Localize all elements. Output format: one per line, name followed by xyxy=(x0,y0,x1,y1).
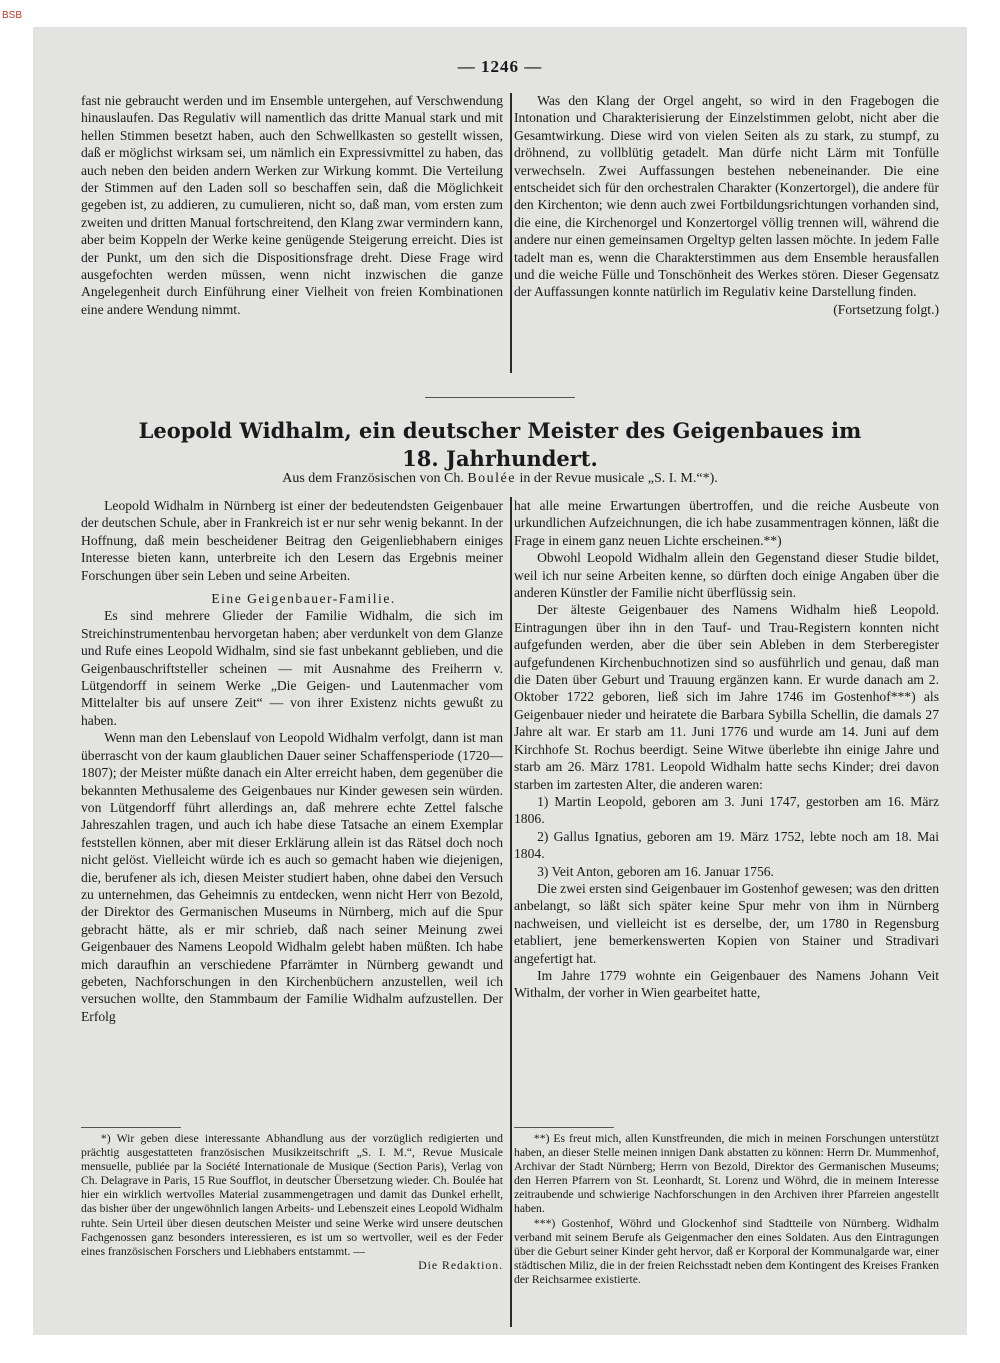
scanned-page xyxy=(33,27,967,1335)
right-paragraph-2: Obwohl Leopold Widhalm allein den Gegenstand dieser Studie bildet, weil ich nur seine Arbeiten kenne, so dürften doch einige Angaben über die anderen Künstler der Familie nicht überflüssig sein. xyxy=(514,550,939,601)
top-left-paragraph: fast nie gebraucht werden und im Ensemble untergehen, auf Verschwendung hinauslaufen. Das Regulativ will namentlich das dritte Manual stark und mit hellen Stimmen besetzt haben, auch den Schwellkasten so gestellt wissen, daß er möglichst wirksam sei, um nämlich ein Expressivmittel zu haben, das auch neben den beiden andern Werken zur Wirkung kommt. Die Verteilung der Stimmen auf den Laden soll so beschaffen sein, daß die Möglichkeit gegeben ist, zu addieren, zu cumulieren, nicht so, daß man, vom ersten zum zweiten und dritten Manual fortschreitend, den Klang zwar vermindern kann, aber beim Koppeln der Werke keine genügende Steigerung erreicht. Dies ist der Punkt, um den sich die Dispositionsfrage dreht. Diese Frage wird ausgefochten werden müssen, wenn nicht inzwischen die ganze Angelegenheit durch Einführung einer Vielheit von freien Kombinationen eine andere Wendung nimmt. xyxy=(81,93,503,317)
library-mark: BSB xyxy=(2,10,23,21)
left-paragraph-1: Leopold Widhalm in Nürnberg ist einer der bedeutendsten Geigenbauer der deutschen Schule, aber in Frankreich ist er nur sehr wenig bekannt. In der Hoffnung, daß mein bescheidener Beitrag den Geigenliebhabern einiges Interesse bieten kann, unterbreite ich den Lesern das Ergebnis meiner Forschungen über sein Leben und seine Arbeiten. xyxy=(81,498,503,583)
article-column-divider xyxy=(510,497,512,1327)
footnote-rule-right xyxy=(514,1127,614,1128)
article-title-line2: 18. Jahrhundert. xyxy=(402,446,598,471)
footnote-left xyxy=(81,1132,503,1332)
section-heading: Eine Geigenbauer-Familie. xyxy=(211,591,396,607)
article-right-column xyxy=(514,497,939,1117)
list-item-3: 3) Veit Anton, geboren am 16. Januar 1756. xyxy=(537,863,774,879)
right-paragraph-3: Der älteste Geigenbauer des Namens Widhalm hieß Leopold. Eintragungen über ihn in den Tauf- und Trau-Registern konnten nicht aufgefunden werden, aber die über sein Ableben in dem Sterberegister aufgefundenen Kirchenbuchnotizen sind so ausführlich und genau, daß man die Daten über Geburt und Trauung ergänzen kann. Er wurde danach am 2. Oktober 1722 geboren, ließ sich im Jahre 1746 im Gostenhof***) als Geigenbauer nieder und heiratete die Barbara Sybilla Schellin, die damals 27 Jahre alt war. Er starb am 11. Juni 1776 und wurde am 14. Juni auf dem Kirchhofe St. Rochus beerdigt. Seine Witwe überlebte ihn einige Jahre und starb am 26. März 1781. Leopold Widhalm hatte sechs Kinder; drei davon starben im zartesten Alter, die anderen waren: xyxy=(514,602,939,792)
right-paragraph-5: Im Jahre 1779 wohnte ein Geigenbauer des Namens Johann Veit Withalm, der vorher in Wien gearbeitet hatte, xyxy=(514,967,939,1001)
left-paragraph-2: Es sind mehrere Glieder der Familie Widhalm, die sich im Streichinstrumentenbau hervorgetan haben; aber verdunkelt von dem Glanze und Rufe eines Leopold Widhalm, sind sie fast unbekannt geblieben, und die Geigenbauschriftsteller scheinen — mit Ausnahme des Freiherrn v. Lütgendorff in seinem Werke „Die Geigen- und Lautenmacher vom Mittelalter bis auf unsere Zeit“ — von ihrer Existenz nichts gewußt zu haben. xyxy=(81,608,503,728)
subtitle-author: Boulée xyxy=(467,471,516,486)
top-right-paragraph: Was den Klang der Orgel angeht, so wird in den Fragebogen die Intonation und Charakterisierung der Einzelstimmen gelobt, nicht aber die Gesamtwirkung. Diese wird von vielen Seiten als zu stark, zu stumpf, zu dröhnend, zu vollblütig getadelt. Man dürfe nicht Lärm mit Tonfülle verwechseln. Zwei Auffassungen bestehen nebeneinander. Die eine entscheidet sich für den orchestralen Charakter (Konzertorgel), die andere für den Kirchenton; wie denn auch zwei Fortbildungsrichtungen vorhanden sind, die eine, die Kirchenorgel und Konzertorgel völlig trennen will, während die andere nur einen gemeinsamen Orgeltyp gelten lassen möchte. In jedem Falle tadelt man es, wenn die Charakterstimmen aus dem Ensemble herausfallen und die weiche Fülle und Tonschönheit des Werkes stören. Dieser Gegensatz der Auffassungen konnte natürlich im Regulativ keine Darstellung finden. xyxy=(514,93,939,300)
left-paragraph-3: Wenn man den Lebenslauf von Leopold Widhalm verfolgt, dann ist man überrascht von der kaum glaublichen Dauer seiner Schaffensperiode (1720—1807); der Meister müßte danach ein Alter erreicht haben, dem gegenüber die bekannten Methusaleme des Geigenbaues nur Kinder gewesen sein würden. von Lütgendorff führt allerdings an, daß mehrere echte Zettel falsche Jahreszahlen tragen, und auch ich habe diese Tatsache an einem Exemplar feststellen können, aber mit dieser Erklärung allein ist das Rätsel doch noch nicht gelöst. Vielleicht würde ich es auch so gemacht haben wie diejenigen, die, berufener als ich, diesen Meister studiert haben, ohne dabei den Versuch zu unternehmen, das Geheimnis zu entdecken, wenn nicht Herr von Bezold, der Direktor des Germanischen Museums in Nürnberg, mich auf die Spur gebracht hätte, als er mir schrieb, daß nach seiner Meinung zwei Geigenbauer des Namens Leopold Widhalm gelebt haben müßten. Ich habe mich daraufhin an verschiedene Pfarrämter in Nürnberg gewandt und gebeten, Nachforschungen in den Kirchenbüchern anzustellen, weil ich versuchen wollte, den Stammbaum der Familie Widhalm aufzustellen. Der Erfolg xyxy=(81,730,503,1024)
right-paragraph-1: hat alle meine Erwartungen übertroffen, und die reiche Ausbeute von urkundlichen Aufzeichnungen, die ich habe zusammentragen können, läßt die Frage in einem ganz neuen Lichte erscheinen.**) xyxy=(514,498,939,548)
footnote-a: *) Wir geben diese interessante Abhandlung aus der vorzüglich redigierten und prächtig ausgestatteten französischen Musikzeitschrift „S. I. M.“, Revue Musicale mensuelle, publiée par la Société Internationale de Musique (Section Paris), Verlag von Ch. Delagrave in Paris, 15 Rue Soufflot, in deutscher Übersetzung wieder. Ch. Boulée hat hier ein wirklich wertvolles Material zusammengetragen und damit das Dunkel erhellt, das bisher über der ungewöhnlich langen Arbeits- und Lebenszeit eines Leopold Widhalm ruhte. Sein Urteil über diesen deutschen Meister und seine Werke wird unsere deutschen Fachgenossen ganz besonders interessieren, es ist um so wertvoller, weil es der Feder eines französischen Forschers und Liebhabers entstammt. — xyxy=(81,1132,503,1258)
article-title xyxy=(93,417,907,473)
right-paragraph-4: Die zwei ersten sind Geigenbauer im Gostenhof gewesen; was den dritten anbelangt, so läßt sich später keine Spur mehr von ihm in Nürnberg nachweisen, und vielleicht ist es derselbe, der, um 1780 in Regensburg etabliert, jene bemerkenswerten Kopien von Stainer und Stradivari angefertigt hat. xyxy=(514,880,939,966)
list-item-2: 2) Gallus Ignatius, geboren am 19. März 1752, lebte noch am 18. Mai 1804. xyxy=(514,828,939,862)
subtitle-prefix: Aus dem Französischen von Ch. xyxy=(282,471,464,486)
top-left-column xyxy=(81,92,503,372)
top-right-column xyxy=(514,92,939,382)
article-left-column xyxy=(81,497,503,1117)
article-separator xyxy=(425,397,575,398)
footnote-rule-left xyxy=(81,1127,181,1128)
article-title-line1: Leopold Widhalm, ein deutscher Meister des Geigenbaues im xyxy=(138,418,862,443)
footnote-c: ***) Gostenhof, Wöhrd und Glockenhof sind Stadtteile von Nürnberg. Widhalm verband mit seinem Berufe als Geigenmacher den eines Soldaten. Aus den Eintragungen über die Geburt seiner Kinder geht hervor, daß er Korporal der Kommunalgarde war, einer städtischen Miliz, die in der freien Reichsstadt neben dem Kontingent des Kreises Franken der Reichsarmee existierte. xyxy=(514,1216,939,1286)
subtitle-suffix: in der Revue musicale „S. I. M.“*). xyxy=(519,471,718,486)
continued-note: (Fortsetzung folgt.) xyxy=(833,301,939,317)
list-item-1: 1) Martin Leopold, geboren am 3. Juni 1747, gestorben am 16. März 1806. xyxy=(514,793,939,827)
top-column-divider xyxy=(510,93,512,373)
footnote-b: **) Es freut mich, allen Kunstfreunden, die mich in meinen Forschungen unterstützt haben, an dieser Stelle meinen innigen Dank abstatten zu können: Herrn Dr. Mummenhof, Archivar der Stadt Nürnberg; Herrn von Bezold, Direktor des Germanischen Museums; den Herren Pfarrern von St. Leonhardt, St. Lorenz und Wöhrd, die in meinem Interesse zeitraubende und schwierige Nachforschungen in den Archiven ihrer Pfarreien angestellt haben. xyxy=(514,1132,939,1216)
footnote-right xyxy=(514,1132,939,1332)
page-number: — 1246 — xyxy=(457,57,543,76)
article-subtitle xyxy=(93,471,907,487)
footnote-signature: Die Redaktion. xyxy=(418,1258,503,1272)
